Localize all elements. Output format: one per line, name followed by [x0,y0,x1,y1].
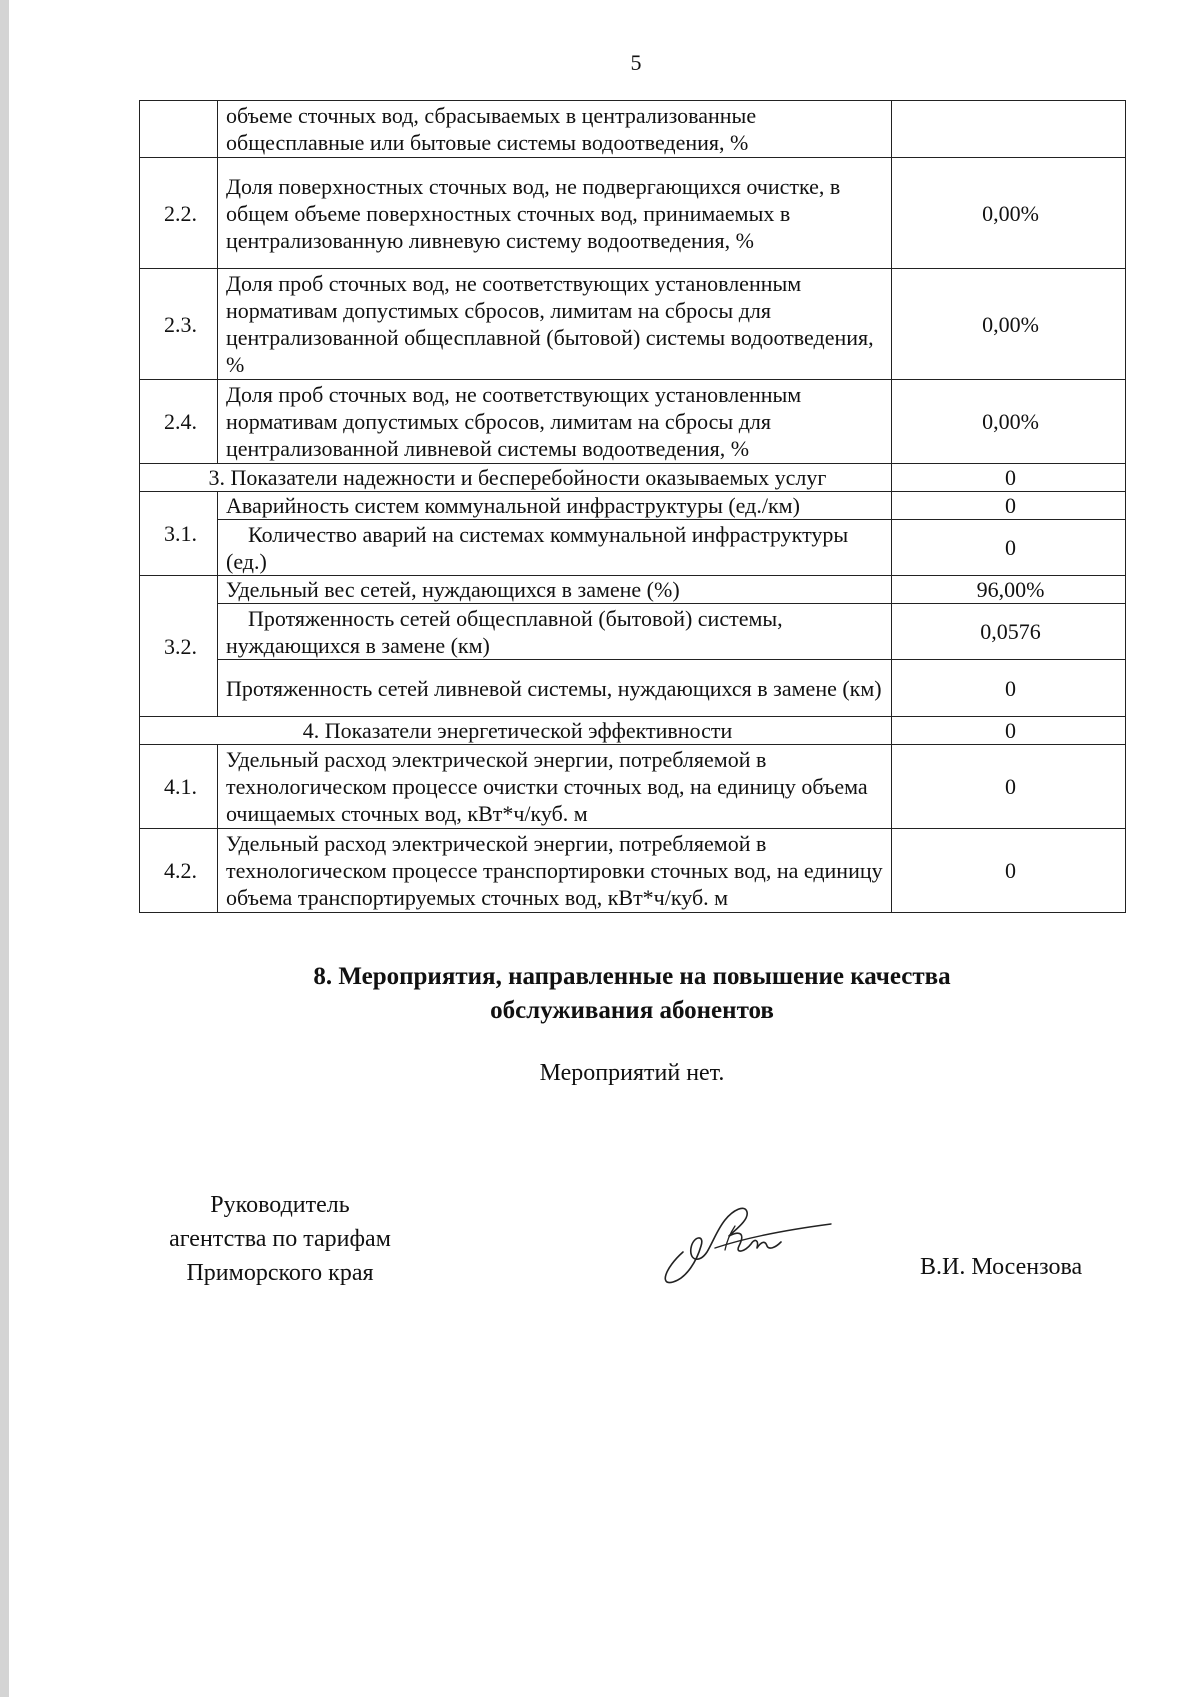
indicator-value: 0 [892,464,1126,492]
table-row [140,380,1126,464]
table-row [140,745,1126,829]
indicator-name: Удельный расход электрической энергии, потребляемой в технологическом процессе транспортировки сточных вод, на единицу объема транспортируемых сточных вод, кВт*ч/куб. м [218,829,892,913]
signer-title-line: Руководитель [210,1192,350,1218]
indicator-name: Доля проб сточных вод, не соответствующих установленным нормативам допустимых сбросов, лимитам на сбросы для централизованной ливневой системы водоотведения, % [218,380,892,464]
table-row [140,269,1126,380]
indicator-value: 96,00% [892,576,1126,604]
section-heading-line: обслуживания абонентов [490,997,774,1024]
no-measures-text: Мероприятий нет. [539,1060,725,1086]
table-row [140,520,1126,576]
row-number: 3.1. [140,492,218,576]
indicator-name: Протяженность сетей общесплавной (бытовой) системы, нуждающихся в замене (км) [218,604,892,660]
handwritten-signature [655,1190,835,1290]
indicator-name: Протяженность сетей ливневой системы, нуждающихся в замене (км) [218,660,892,717]
table-row [140,576,1126,604]
indicator-value [892,101,1126,158]
row-number: 2.2. [140,158,218,269]
indicators-table [139,100,1126,913]
indicator-name: объеме сточных вод, сбрасываемых в централизованные общесплавные или бытовые системы водоотведения, % [218,101,892,158]
row-number: 4.1. [140,745,218,829]
table-row [140,604,1126,660]
indicator-value: 0 [892,520,1126,576]
section-heading [139,960,1125,1028]
indicator-value: 0 [892,745,1126,829]
row-number: 3.2. [140,576,218,717]
section-heading-line: 8. Мероприятия, направленные на повышение качества [313,963,951,990]
table-section-row [140,717,1126,745]
indicator-name: Количество аварий на системах коммунальной инфраструктуры (ед.) [218,520,892,576]
indicator-value: 0 [892,717,1126,745]
table-row [140,158,1126,269]
indicator-value: 0,00% [892,158,1126,269]
signer-name: В.И. Мосензова [920,1254,1083,1280]
indicator-value: 0,00% [892,269,1126,380]
section-title: 3. Показатели надежности и бесперебойности оказываемых услуг [140,464,892,492]
indicator-name: Аварийность систем коммунальной инфраструктуры (ед./км) [218,492,892,520]
indicator-value: 0,00% [892,380,1126,464]
table-row [140,660,1126,717]
signer-title-line: агентства по тарифам [169,1226,391,1252]
table-row [140,101,1126,158]
indicator-name: Удельный вес сетей, нуждающихся в замене (%) [218,576,892,604]
signer-title-line: Приморского края [186,1260,374,1286]
indicator-name: Удельный расход электрической энергии, потребляемой в технологическом процессе очистки сточных вод, на единицу объема очищаемых сточных вод, кВт*ч/куб. м [218,745,892,829]
signer-title [120,1188,440,1290]
indicator-name: Доля поверхностных сточных вод, не подвергающихся очистке, в общем объеме поверхностных сточных вод, принимаемых в централизованную ливневую систему водоотведения, % [218,158,892,269]
row-number [140,101,218,158]
page-number: 5 [630,50,642,75]
row-number: 4.2. [140,829,218,913]
section-title: 4. Показатели энергетической эффективности [140,717,892,745]
indicator-name: Доля проб сточных вод, не соответствующих установленным нормативам допустимых сбросов, лимитам на сбросы для централизованной общесплавной (бытовой) системы водоотведения, % [218,269,892,380]
indicator-value: 0 [892,829,1126,913]
table-row [140,492,1126,520]
table-row [140,829,1126,913]
indicator-value: 0 [892,492,1126,520]
row-number: 2.3. [140,269,218,380]
scan-left-edge [0,0,9,1697]
indicator-value: 0 [892,660,1126,717]
row-number: 2.4. [140,380,218,464]
indicator-value: 0,0576 [892,604,1126,660]
table-section-row [140,464,1126,492]
